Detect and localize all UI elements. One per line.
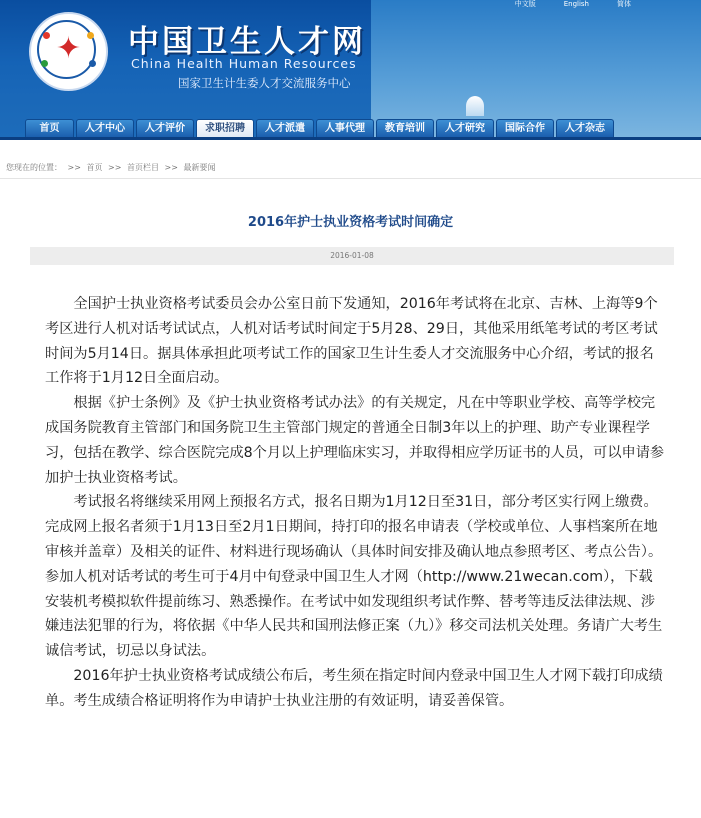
article-date: 2016-01-08 [30,247,674,265]
breadcrumb-separator: >> [108,163,122,172]
nav-item-magazine[interactable]: 人才杂志 [556,119,614,137]
nav-item-dispatch[interactable]: 人才派遣 [256,119,314,137]
article-title: 2016年护士执业资格考试时间确定 [247,215,454,230]
article-paragraph: 全国护士执业资格考试委员会办公室日前下发通知，2016年考试将在北京、吉林、上海等9个考区进行人机对话考试试点，人机对话考试时间定于5月28、29日，其他采用纸笔考试的考区考试时间为5月14日。据具体承担此项考试工作的国家卫生计生委人才交流服务中心介绍，考试的报名工作将于1月12日全面启动。 [45,296,658,387]
fountain-image [466,96,484,116]
site-header [0,0,701,140]
article-paragraph: 考试报名将继续采用网上预报名方式，报名日期为1月12日至31日，部分考区实行网上缴费。完成网上报名者须于1月13日至2月1日期间，持打印的报名申请表（学校或单位、人事档案所在地审核并盖章）及相关的证件、材料进行现场确认（具体时间安排及确认地点参照考区、考点公告）。参加人机对话考试的考生可于4月中旬登录中国卫生人才网（http://www.21wecan.com），下载安装机考模拟软件提前练习、熟悉操作。在考试中如发现组织考试作弊、替考等违反法律法规、涉嫌违法犯罪的行为，将依据《中华人民共和国刑法修正案（九）》移交司法机关处理。务请广大考生诚信考试，切忌以身试法。 [45,494,663,660]
breadcrumb-prefix: 您现在的位置： [6,163,62,172]
header-divider [0,137,701,140]
article-paragraph: 根据《护士条例》及《护士执业资格考试办法》的有关规定，凡在中等职业学校、高等学校完成国务院教育主管部门和国务院卫生主管部门规定的普通全日制3年以上的护理、助产专业课程学习，包括在教学、综合医院完成8个月以上护理临床实习，并取得相应学历证书的人员，可以申请参加护士执业资格考试。 [45,395,665,486]
nav-item-home[interactable]: 首页 [25,119,74,137]
nav-item-training[interactable]: 教育培训 [376,119,434,137]
nav-item-talent-evaluation[interactable]: 人才评价 [136,119,194,137]
breadcrumb-item-home[interactable]: 首页 [86,163,103,172]
breadcrumb [0,158,701,179]
site-title: 中国卫生人才网 [128,24,366,60]
breadcrumb-separator: >> [164,163,178,172]
logo-star-icon: ✦ [55,31,82,66]
main-nav [25,119,614,136]
language-links [515,0,631,8]
site-subtitle: 国家卫生计生委人才交流服务中心 [178,76,351,90]
lang-link-en[interactable]: English [563,0,589,8]
nav-item-international[interactable]: 国际合作 [496,119,554,137]
article-paragraph: 2016年护士执业资格考试成绩公布后，考生须在指定时间内登录中国卫生人才网下载打印成绩单。考生成绩合格证明将作为申请护士执业注册的有效证明，请妥善保管。 [45,667,663,709]
nav-item-talent-center[interactable]: 人才中心 [76,119,134,137]
nav-item-research[interactable]: 人才研究 [436,119,494,137]
lang-link-cn[interactable]: 中文版 [514,0,536,8]
article-body [45,292,665,714]
site-title-en: China Health Human Resources [131,56,357,71]
nav-item-hr-agency[interactable]: 人事代理 [316,119,374,137]
breadcrumb-item-news[interactable]: 最新要闻 [183,163,216,172]
nav-item-jobs[interactable]: 求职招聘 [196,119,254,137]
lang-link-simplified[interactable]: 简体 [617,0,631,8]
site-logo[interactable] [29,12,108,91]
breadcrumb-separator: >> [67,163,81,172]
breadcrumb-item-section[interactable]: 首页栏目 [127,163,159,172]
